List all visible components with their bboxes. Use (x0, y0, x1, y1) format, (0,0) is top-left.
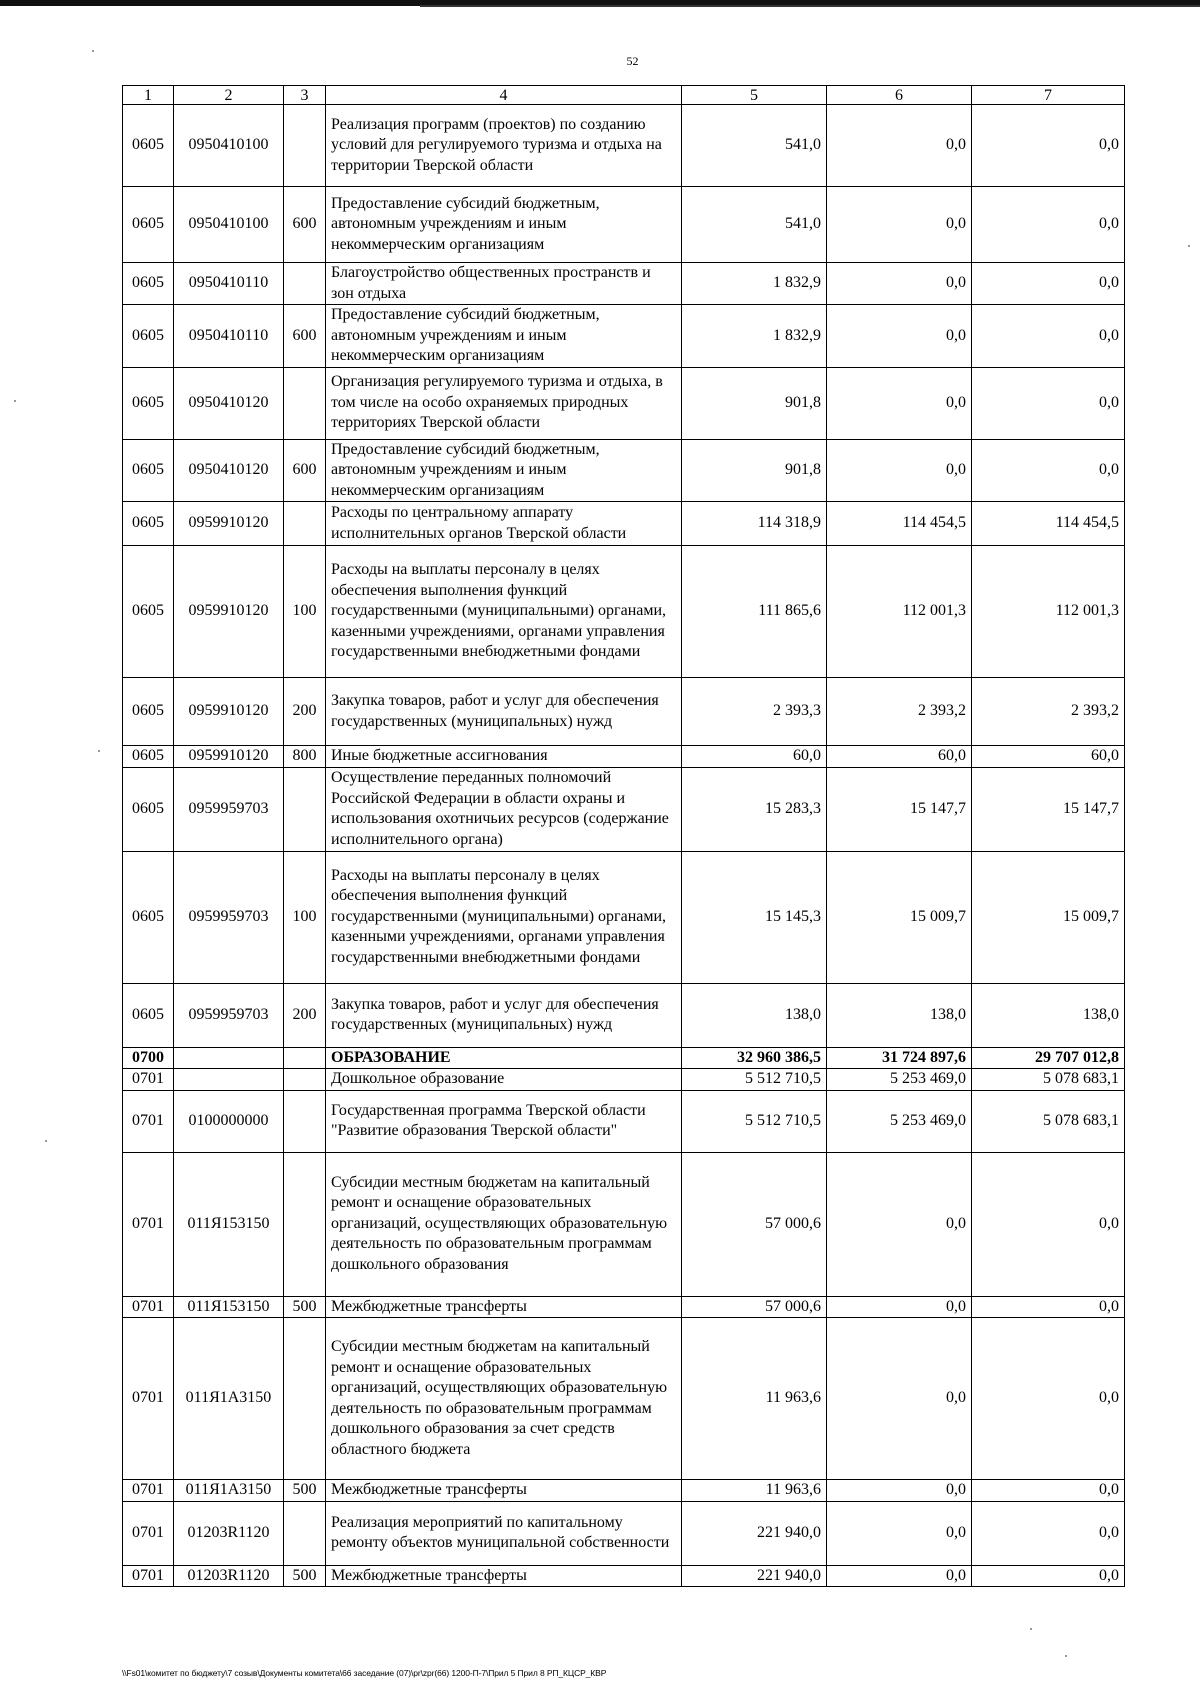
amount-cell: 901,8 (682, 439, 827, 502)
amount-cell: 111 865,6 (682, 546, 827, 678)
section-code-cell: 0701 (123, 1565, 174, 1587)
amount-cell: 0,0 (972, 1152, 1125, 1296)
item-name-cell: Осуществление переданных полномочий Российской Федерации в области охраны и использования охотничьих ресурсов (содержание исполнительного органа) (326, 767, 682, 851)
amount-cell: 15 147,7 (827, 767, 972, 851)
scan-edge-line (420, 5, 1200, 7)
table-row (123, 1090, 1125, 1152)
amount-cell: 221 940,0 (682, 1565, 827, 1587)
amount-cell: 0,0 (972, 1501, 1125, 1565)
table-row (123, 1480, 1125, 1502)
table-row (123, 367, 1125, 439)
amount-cell: 15 009,7 (972, 851, 1125, 983)
target-code-cell: 0959910120 (174, 678, 284, 746)
item-name-cell: Межбюджетные трансферты (326, 1480, 682, 1502)
section-code-cell: 0701 (123, 1296, 174, 1318)
item-name-cell: Благоустройство общественных пространств и зон отдыха (326, 263, 682, 305)
target-code-cell (174, 1069, 284, 1091)
amount-cell: 541,0 (682, 187, 827, 263)
header-cell: 1 (123, 86, 174, 105)
target-code-cell: 0100000000 (174, 1090, 284, 1152)
expense-type-cell: 100 (284, 851, 326, 983)
amount-cell: 0,0 (972, 439, 1125, 502)
amount-cell: 114 454,5 (972, 502, 1125, 546)
table-row (123, 105, 1125, 187)
expense-type-cell: 500 (284, 1480, 326, 1502)
amount-cell: 0,0 (972, 305, 1125, 368)
table-row (123, 546, 1125, 678)
amount-cell: 2 393,2 (827, 678, 972, 746)
amount-cell: 114 318,9 (682, 502, 827, 546)
expense-type-cell: 200 (284, 678, 326, 746)
target-code-cell: 0959959703 (174, 767, 284, 851)
budget-table (122, 85, 1125, 1587)
amount-cell: 0,0 (972, 1296, 1125, 1318)
item-name-cell: Реализация мероприятий по капитальному ремонту объектов муниципальной собственности (326, 1501, 682, 1565)
amount-cell: 0,0 (827, 187, 972, 263)
amount-cell: 0,0 (827, 367, 972, 439)
expense-type-cell (284, 1069, 326, 1091)
amount-cell: 114 454,5 (827, 502, 972, 546)
header-cell: 3 (284, 86, 326, 105)
section-code-cell: 0700 (123, 1047, 174, 1069)
amount-cell: 5 253 469,0 (827, 1090, 972, 1152)
section-code-cell: 0605 (123, 367, 174, 439)
section-code-cell: 0605 (123, 439, 174, 502)
item-name-cell: Расходы на выплаты персоналу в целях обеспечения выполнения функций государственными (муниципальными) органами, казенными учреждениями, органами управления государственными внебюджетными фондами (326, 546, 682, 678)
item-name-cell: Субсидии местным бюджетам на капитальный ремонт и оснащение образовательных организаций, осуществляющих образовательную деятельность по образовательным программам дошкольного образования (326, 1152, 682, 1296)
table-row (123, 305, 1125, 368)
item-name-cell: Предоставление субсидий бюджетным, автономным учреждениям и иным некоммерческим организациям (326, 305, 682, 368)
section-code-cell: 0701 (123, 1152, 174, 1296)
amount-cell: 112 001,3 (827, 546, 972, 678)
amount-cell: 0,0 (972, 105, 1125, 187)
target-code-cell: 0950410100 (174, 105, 284, 187)
amount-cell: 31 724 897,6 (827, 1047, 972, 1069)
amount-cell: 112 001,3 (972, 546, 1125, 678)
amount-cell: 32 960 386,5 (682, 1047, 827, 1069)
scan-speck (45, 1140, 47, 1142)
scan-speck (92, 50, 94, 52)
amount-cell: 15 009,7 (827, 851, 972, 983)
amount-cell: 138,0 (972, 983, 1125, 1047)
amount-cell: 0,0 (972, 1318, 1125, 1480)
expense-type-cell (284, 1090, 326, 1152)
item-name-cell: Расходы на выплаты персоналу в целях обеспечения выполнения функций государственными (муниципальными) органами, казенными учреждениями, органами управления государственными внебюджетными фондами (326, 851, 682, 983)
amount-cell: 57 000,6 (682, 1296, 827, 1318)
item-name-cell: Реализация программ (проектов) по созданию условий для регулируемого туризма и отдыха на территории Тверской области (326, 105, 682, 187)
expense-type-cell (284, 105, 326, 187)
target-code-cell: 0950410120 (174, 367, 284, 439)
amount-cell: 0,0 (827, 305, 972, 368)
section-code-cell: 0605 (123, 746, 174, 768)
page-number: 52 (626, 54, 639, 68)
amount-cell: 2 393,3 (682, 678, 827, 746)
target-code-cell: 011Я1А3150 (174, 1318, 284, 1480)
expense-type-cell: 100 (284, 546, 326, 678)
amount-cell: 0,0 (827, 1501, 972, 1565)
target-code-cell: 0950410120 (174, 439, 284, 502)
section-code-cell: 0605 (123, 851, 174, 983)
table-row (123, 1152, 1125, 1296)
amount-cell: 5 253 469,0 (827, 1069, 972, 1091)
footer-file-path: \\Fs01\комитет по бюджету\7 созыв\Документы комитета\66 заседание (07)\pr\zpr(66) 1200-П-7\Прил 5 Прил 8 РП_КЦСР_КВР (122, 1668, 607, 1678)
amount-cell: 0,0 (972, 187, 1125, 263)
table-row (123, 1069, 1125, 1091)
item-name-cell: Закупка товаров, работ и услуг для обеспечения государственных (муниципальных) нужд (326, 678, 682, 746)
section-code-cell: 0701 (123, 1501, 174, 1565)
expense-type-cell: 500 (284, 1296, 326, 1318)
expense-type-cell (284, 263, 326, 305)
target-code-cell: 0959910120 (174, 502, 284, 546)
section-code-cell: 0605 (123, 263, 174, 305)
section-code-cell: 0701 (123, 1090, 174, 1152)
item-name-cell: Межбюджетные трансферты (326, 1565, 682, 1587)
section-code-cell: 0605 (123, 767, 174, 851)
item-name-cell: Расходы по центральному аппарату исполнительных органов Тверской области (326, 502, 682, 546)
expense-type-cell: 800 (284, 746, 326, 768)
section-code-cell: 0605 (123, 105, 174, 187)
scan-speck (98, 750, 100, 752)
table-row (123, 1501, 1125, 1565)
amount-cell: 5 512 710,5 (682, 1069, 827, 1091)
amount-cell: 15 283,3 (682, 767, 827, 851)
amount-cell: 0,0 (827, 1318, 972, 1480)
scan-speck (1065, 1655, 1067, 1657)
section-code-cell: 0605 (123, 678, 174, 746)
item-name-cell: Субсидии местным бюджетам на капитальный ремонт и оснащение образовательных организаций, осуществляющих образовательную деятельность по образовательным программам дошкольного образования за счет средств областного бюджета (326, 1318, 682, 1480)
header-cell: 5 (682, 86, 827, 105)
amount-cell: 5 512 710,5 (682, 1090, 827, 1152)
amount-cell: 5 078 683,1 (972, 1069, 1125, 1091)
section-code-cell: 0701 (123, 1318, 174, 1480)
item-name-cell: Закупка товаров, работ и услуг для обеспечения государственных (муниципальных) нужд (326, 983, 682, 1047)
amount-cell: 0,0 (827, 1480, 972, 1502)
table-row (123, 983, 1125, 1047)
header-cell: 7 (972, 86, 1125, 105)
amount-cell: 0,0 (827, 105, 972, 187)
amount-cell: 29 707 012,8 (972, 1047, 1125, 1069)
table-row (123, 767, 1125, 851)
table-row (123, 746, 1125, 768)
header-cell: 2 (174, 86, 284, 105)
expense-type-cell (284, 1152, 326, 1296)
expense-type-cell: 600 (284, 187, 326, 263)
section-code-cell: 0605 (123, 305, 174, 368)
target-code-cell: 0950410110 (174, 263, 284, 305)
table-row (123, 502, 1125, 546)
amount-cell: 0,0 (972, 263, 1125, 305)
table-row (123, 263, 1125, 305)
amount-cell: 11 963,6 (682, 1318, 827, 1480)
table-row (123, 678, 1125, 746)
amount-cell: 11 963,6 (682, 1480, 827, 1502)
scan-speck (14, 400, 16, 402)
item-name-cell: Организация регулируемого туризма и отдыха, в том числе на особо охраняемых природных территориях Тверской области (326, 367, 682, 439)
amount-cell: 0,0 (827, 1152, 972, 1296)
amount-cell: 57 000,6 (682, 1152, 827, 1296)
table-row (123, 1296, 1125, 1318)
amount-cell: 1 832,9 (682, 305, 827, 368)
expense-type-cell: 500 (284, 1565, 326, 1587)
amount-cell: 0,0 (972, 367, 1125, 439)
item-name-cell: Дошкольное образование (326, 1069, 682, 1091)
target-code-cell: 01203R1120 (174, 1501, 284, 1565)
amount-cell: 15 145,3 (682, 851, 827, 983)
table-row (123, 439, 1125, 502)
target-code-cell: 0950410100 (174, 187, 284, 263)
amount-cell: 0,0 (827, 439, 972, 502)
target-code-cell (174, 1047, 284, 1069)
expense-type-cell (284, 1501, 326, 1565)
expense-type-cell: 200 (284, 983, 326, 1047)
amount-cell: 138,0 (682, 983, 827, 1047)
amount-cell: 2 393,2 (972, 678, 1125, 746)
target-code-cell: 0950410110 (174, 305, 284, 368)
expense-type-cell (284, 367, 326, 439)
amount-cell: 15 147,7 (972, 767, 1125, 851)
target-code-cell: 01203R1120 (174, 1565, 284, 1587)
section-code-cell: 0605 (123, 502, 174, 546)
amount-cell: 60,0 (972, 746, 1125, 768)
target-code-cell: 0959959703 (174, 983, 284, 1047)
table-row (123, 1318, 1125, 1480)
amount-cell: 60,0 (827, 746, 972, 768)
amount-cell: 60,0 (682, 746, 827, 768)
section-code-cell: 0605 (123, 187, 174, 263)
item-name-cell: Иные бюджетные ассигнования (326, 746, 682, 768)
header-cell: 6 (827, 86, 972, 105)
section-code-cell: 0701 (123, 1069, 174, 1091)
amount-cell: 5 078 683,1 (972, 1090, 1125, 1152)
item-name-cell: Предоставление субсидий бюджетным, автономным учреждениям и иным некоммерческим организациям (326, 187, 682, 263)
table-row (123, 1047, 1125, 1069)
item-name-cell: Предоставление субсидий бюджетным, автономным учреждениям и иным некоммерческим организациям (326, 439, 682, 502)
expense-type-cell (284, 502, 326, 546)
table-header-row (123, 86, 1125, 105)
section-code-cell: 0701 (123, 1480, 174, 1502)
amount-cell: 221 940,0 (682, 1501, 827, 1565)
amount-cell: 0,0 (827, 263, 972, 305)
item-name-cell: Государственная программа Тверской области "Развитие образования Тверской области" (326, 1090, 682, 1152)
target-code-cell: 011Я153150 (174, 1152, 284, 1296)
amount-cell: 0,0 (972, 1480, 1125, 1502)
target-code-cell: 011Я1А3150 (174, 1480, 284, 1502)
amount-cell: 0,0 (827, 1296, 972, 1318)
header-cell: 4 (326, 86, 682, 105)
amount-cell: 1 832,9 (682, 263, 827, 305)
item-name-cell: Межбюджетные трансферты (326, 1296, 682, 1318)
table-row (123, 1565, 1125, 1587)
amount-cell: 138,0 (827, 983, 972, 1047)
amount-cell: 0,0 (827, 1565, 972, 1587)
item-name-cell: ОБРАЗОВАНИЕ (326, 1047, 682, 1069)
scan-speck (1030, 1628, 1032, 1630)
target-code-cell: 0959910120 (174, 746, 284, 768)
expense-type-cell: 600 (284, 305, 326, 368)
expense-type-cell (284, 767, 326, 851)
expense-type-cell: 600 (284, 439, 326, 502)
amount-cell: 901,8 (682, 367, 827, 439)
section-code-cell: 0605 (123, 546, 174, 678)
target-code-cell: 0959910120 (174, 546, 284, 678)
table-row (123, 851, 1125, 983)
section-code-cell: 0605 (123, 983, 174, 1047)
amount-cell: 541,0 (682, 105, 827, 187)
expense-type-cell (284, 1318, 326, 1480)
target-code-cell: 0959959703 (174, 851, 284, 983)
amount-cell: 0,0 (972, 1565, 1125, 1587)
target-code-cell: 011Я153150 (174, 1296, 284, 1318)
expense-type-cell (284, 1047, 326, 1069)
scan-speck (1188, 245, 1190, 247)
table-row (123, 187, 1125, 263)
